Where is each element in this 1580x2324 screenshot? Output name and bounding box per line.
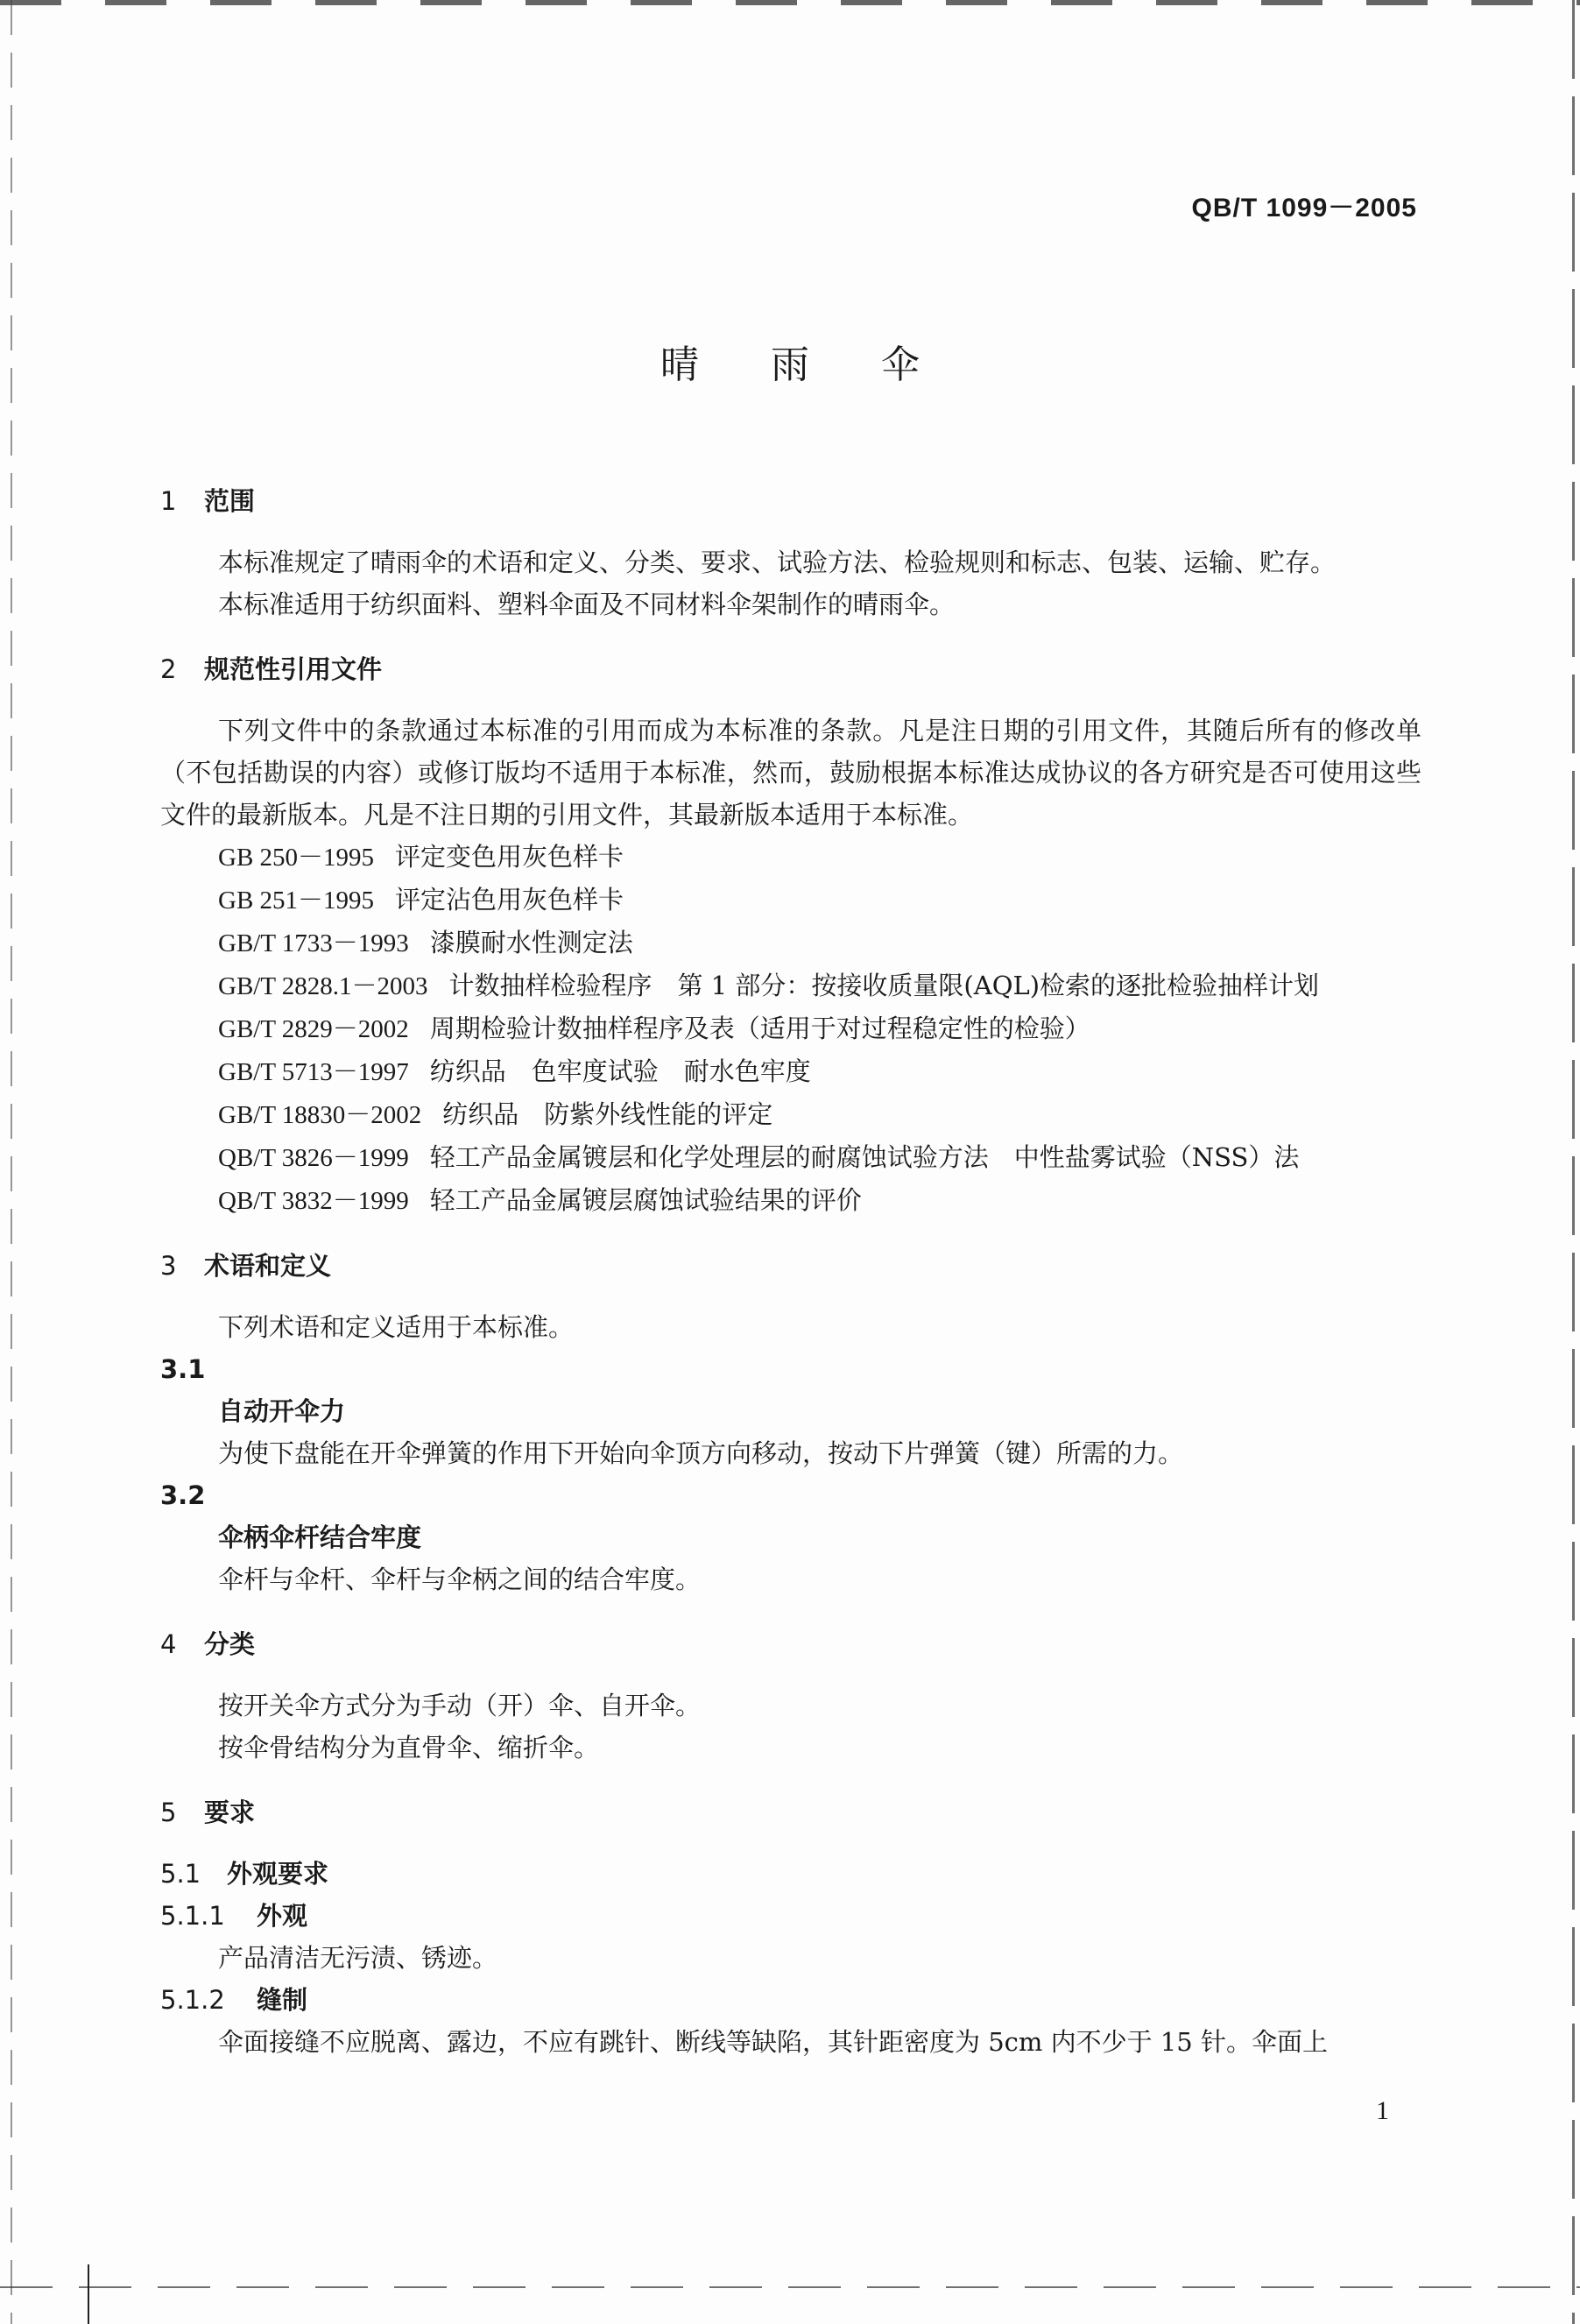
reference-title: 评定沾色用灰色样卡 [395, 885, 624, 915]
term-name: 自动开伞力 [218, 1396, 346, 1426]
reference-item [160, 836, 1421, 879]
section-heading-3 [160, 1245, 1421, 1287]
reference-code: GB 251－1995 [218, 887, 375, 915]
subsection-number: 5.1.2 [160, 1985, 225, 2015]
reference-code: GB 250－1995 [218, 844, 375, 872]
term-definition: 为使下盘能在开伞弹簧的作用下开始向伞顶方向移动，按动下片弹簧（键）所需的力。 [218, 1438, 1184, 1468]
reference-item [160, 964, 1421, 1007]
reference-item [160, 1179, 1421, 1222]
reference-code: GB/T 2828.1－2003 [218, 972, 428, 1000]
reference-title: 计数抽样检验程序 第 1 部分：按接收质量限(AQL)检索的逐批检验抽样计划 [448, 971, 1320, 1000]
term-number: 3.1 [160, 1354, 206, 1384]
section-number: 4 [160, 1629, 177, 1659]
section-number: 3 [160, 1251, 177, 1281]
section-number: 1 [160, 486, 177, 516]
paragraph: 按伞骨结构分为直骨伞、缩折伞。 [218, 1733, 600, 1762]
paragraph: 伞面接缝不应脱离、露边，不应有跳针、断线等缺陷，其针距密度为 5cm 内不少于 15 针。伞面上 [218, 2027, 1328, 2057]
reference-code: GB/T 2829－2002 [218, 1015, 409, 1043]
section-heading-1 [160, 480, 1421, 522]
subsection-number: 5.1 [160, 1859, 201, 1889]
section-heading-2 [160, 648, 1421, 690]
section-title: 规范性引用文件 [204, 654, 383, 684]
section-title: 分类 [204, 1629, 256, 1659]
subsection-title: 外观要求 [227, 1859, 329, 1889]
page-number: 1 [1376, 2096, 1389, 2125]
reference-code: GB/T 5713－1997 [218, 1058, 409, 1086]
reference-item [160, 1093, 1421, 1136]
reference-title: 纺织品 色牢度试验 耐水色牢度 [429, 1056, 811, 1086]
section-heading-5 [160, 1791, 1421, 1833]
reference-item [160, 1050, 1421, 1093]
reference-title: 轻工产品金属镀层和化学处理层的耐腐蚀试验方法 中性盐雾试验（NSS）法 [429, 1142, 1300, 1172]
section-title: 要求 [204, 1798, 256, 1827]
section-title: 范围 [204, 486, 256, 516]
paragraph: 本标准规定了晴雨伞的术语和定义、分类、要求、试验方法、检验规则和标志、包装、运输、贮存。 [218, 547, 1337, 577]
reference-code: GB/T 1733－1993 [218, 929, 409, 957]
subsection-heading-5-1 [160, 1853, 1421, 1895]
standard-code: QB/T 1099－2005 [1191, 194, 1417, 223]
term-definition: 伞杆与伞杆、伞杆与伞柄之间的结合牢度。 [218, 1565, 702, 1594]
term-number: 3.2 [160, 1480, 206, 1510]
document-body [160, 480, 1421, 2063]
reference-item [160, 922, 1421, 964]
reference-title: 纺织品 防紫外线性能的评定 [442, 1099, 773, 1129]
reference-item [160, 1136, 1421, 1179]
crop-mark [88, 2264, 89, 2324]
section-number: 2 [160, 654, 177, 684]
reference-code: QB/T 3826－1999 [218, 1144, 409, 1172]
section-number: 5 [160, 1798, 177, 1827]
reference-code: GB/T 18830－2002 [218, 1101, 422, 1129]
paragraph: 下列文件中的条款通过本标准的引用而成为本标准的条款。凡是注日期的引用文件，其随后所有的修改单（不包括勘误的内容）或修订版均不适用于本标准，然而，鼓励根据本标准达成协议的各方研究是否可使用这些文件的最新版本。凡是不注日期的引用文件，其最新版本适用于本标准。 [160, 716, 1421, 830]
subsection-title: 缝制 [257, 1985, 308, 2015]
document-title: 晴 雨 伞 [660, 343, 949, 387]
reference-title: 轻工产品金属镀层腐蚀试验结果的评价 [429, 1185, 862, 1215]
reference-item [160, 879, 1421, 922]
section-heading-4 [160, 1623, 1421, 1665]
reference-code: QB/T 3832－1999 [218, 1187, 409, 1215]
term-name: 伞柄伞杆结合牢度 [218, 1522, 422, 1552]
reference-title: 漆膜耐水性测定法 [429, 928, 633, 957]
reference-item [160, 1007, 1421, 1050]
subsection-title: 外观 [257, 1901, 308, 1931]
scan-edge-bottom [0, 2286, 1580, 2288]
subsection-heading-5-1-2 [160, 1979, 1421, 2021]
paragraph: 本标准适用于纺织面料、塑料伞面及不同材料伞架制作的晴雨伞。 [218, 590, 956, 619]
subsection-heading-5-1-1 [160, 1895, 1421, 1937]
reference-list [160, 836, 1421, 1222]
paragraph: 按开关伞方式分为手动（开）伞、自开伞。 [218, 1691, 702, 1720]
reference-title: 周期检验计数抽样程序及表（适用于对过程稳定性的检验） [429, 1014, 1090, 1043]
paragraph: 下列术语和定义适用于本标准。 [218, 1312, 575, 1342]
paragraph: 产品清洁无污渍、锈迹。 [218, 1943, 498, 1973]
subsection-number: 5.1.1 [160, 1901, 225, 1931]
reference-title: 评定变色用灰色样卡 [395, 842, 624, 872]
section-title: 术语和定义 [204, 1251, 332, 1281]
scan-edge-top [0, 0, 1580, 5]
